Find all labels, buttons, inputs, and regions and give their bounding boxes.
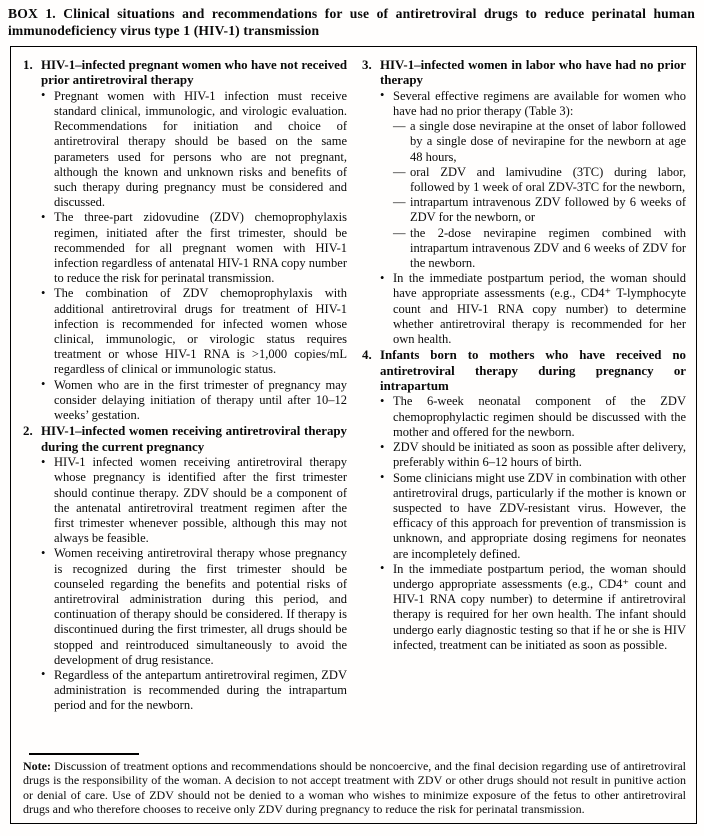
bullet-icon: • xyxy=(380,88,385,103)
bullet-icon: • xyxy=(380,470,385,484)
bullet-icon: • xyxy=(41,88,46,103)
section-number: 4. xyxy=(362,348,372,363)
bullet-item xyxy=(41,210,347,286)
bullet-icon: • xyxy=(380,393,385,408)
bullet-item xyxy=(41,286,347,377)
bullet-icon: • xyxy=(41,454,46,469)
section-4 xyxy=(362,348,686,653)
dash-item xyxy=(393,226,686,272)
box-title: BOX 1. Clinical situations and recommendations for use of antiretroviral drugs to reduce perinatal human immunodeficiency virus type 1 (HIV-1) transmission xyxy=(8,6,695,38)
bullet-item xyxy=(380,562,686,653)
dash-icon: — xyxy=(393,164,406,179)
bullet-list xyxy=(23,89,347,423)
right-column xyxy=(362,58,686,751)
dash-item xyxy=(393,195,686,225)
bullet-item xyxy=(380,471,686,562)
dash-icon: — xyxy=(393,225,406,240)
dash-icon: — xyxy=(393,195,406,210)
bullet-item xyxy=(41,668,347,714)
bullet-item xyxy=(380,394,686,440)
bullet-text: ZDV should be initiated as soon as possible after delivery, preferably within 6–12 hours of birth. xyxy=(393,440,686,470)
recommendations-box xyxy=(10,46,697,824)
footnote-text xyxy=(23,759,686,817)
bullet-text: Several effective regimens are available for women who have had no prior therapy (Table 3): xyxy=(393,88,686,119)
bullet-text: HIV-1 infected women receiving antiretroviral therapy whose pregnancy is identified after the first trimester should continue therapy. ZDV should be a component of the antenatal antiretroviral treatment regimen after the first trimester whenever possible, although this may not always be feasible. xyxy=(54,455,347,546)
footnote-label: Note: xyxy=(23,758,51,773)
section-1 xyxy=(23,58,347,423)
bullet-item xyxy=(41,455,347,546)
dash-text: the 2-dose nevirapine regimen combined with intrapartum intravenous ZDV and 6 weeks of ZDV for the newborn. xyxy=(410,225,686,271)
bullet-item xyxy=(41,378,347,424)
bullet-text: In the immediate postpartum period, the woman should undergo appropriate assessments (e.g., CD4⁺ count and HIV-1 RNA copy number) to determine if antiretroviral therapy is required for her own health. The infant should undergo early diagnostic testing so that if he or she is HIV infected, treatment can be initiated as soon as possible. xyxy=(393,561,686,652)
bullet-icon: • xyxy=(41,377,46,392)
bullet-text: The 6-week neonatal component of the ZDV chemoprophylactic regimen should be discussed with the mother and offered for the newborn. xyxy=(393,394,686,439)
dash-text: a single dose nevirapine at the onset of labor followed by a single dose of nevirapine for the newborn at age 48 hours, xyxy=(410,119,686,164)
bullet-item xyxy=(380,440,686,470)
dash-item xyxy=(393,165,686,195)
footnote-divider xyxy=(29,753,139,755)
bullet-icon: • xyxy=(380,439,385,454)
dash-list xyxy=(393,119,686,271)
bullet-item xyxy=(41,89,347,211)
dash-text: oral ZDV and lamivudine (3TC) during labor, followed by 1 week of oral ZDV-3TC for the newborn, xyxy=(410,164,686,195)
bullet-text: Some clinicians might use ZDV in combination with other antiretroviral drugs, particularly if the mother is known or suspected to have ZDV-resistant virus. However, the efficacy of this approach for prevention of transmission is unknown, and appropriate dosing regimens for neonates are incompletely defined. xyxy=(393,470,686,561)
bullet-list xyxy=(362,89,686,347)
section-heading xyxy=(23,424,347,455)
bullet-item xyxy=(41,546,347,668)
section-number: 1. xyxy=(23,58,33,72)
section-2 xyxy=(23,424,347,713)
section-heading xyxy=(23,58,347,89)
bullet-text: In the immediate postpartum period, the woman should have appropriate assessments (e.g., CD4⁺ T-lymphocyte count and HIV-1 RNA copy number) to determine whether antiretroviral therapy is recommended for her own health. xyxy=(393,271,686,347)
section-number: 3. xyxy=(362,58,372,72)
dash-item xyxy=(393,119,686,165)
bullet-list xyxy=(362,394,686,652)
footnote xyxy=(23,751,686,817)
bullet-item xyxy=(380,271,686,347)
bullet-icon: • xyxy=(41,209,46,224)
section-3 xyxy=(362,58,686,347)
dash-icon: — xyxy=(393,119,406,134)
bullet-icon: • xyxy=(380,561,385,576)
bullet-icon: • xyxy=(41,285,46,300)
two-column-layout xyxy=(23,58,686,751)
bullet-item xyxy=(380,89,686,271)
left-column xyxy=(23,58,347,751)
dash-text: intrapartum intravenous ZDV followed by 6 weeks of ZDV for the newborn, or xyxy=(410,195,686,225)
bullet-text: The combination of ZDV chemoprophylaxis with additional antiretroviral drugs for treatment of HIV-1 infection is recommended for infected women whose clinical, immunologic, or virologic status requires treatment or whose HIV-1 RNA is >1,000 copies/mL regardless of clinical or immunologic status. xyxy=(54,286,347,377)
section-heading-text: HIV-1–infected pregnant women who have not received prior antiretroviral therapy xyxy=(41,58,347,88)
section-heading-text: Infants born to mothers who have received no antiretroviral therapy during pregnancy or intrapartum xyxy=(380,348,686,394)
bullet-text: Regardless of the antepartum antiretroviral regimen, ZDV administration is recommended during the intrapartum period and for the newborn. xyxy=(54,667,347,713)
section-heading xyxy=(362,348,686,394)
bullet-text: The three-part zidovudine (ZDV) chemoprophylaxis regimen, initiated after the first trimester, should be recommended for all pregnant women with HIV-1 infection regardless of antenatal HIV-1 RNA copy number to reduce the risk for perinatal transmission. xyxy=(54,210,347,286)
section-number: 2. xyxy=(23,424,33,439)
section-heading xyxy=(362,58,686,89)
bullet-text: Pregnant women with HIV-1 infection must receive standard clinical, immunologic, and virologic evaluation. Recommendations for initiation and choice of antiretroviral therapy should be based on the same parameters used for persons who are not pregnant, although the known and unknown risks and benefits of such therapy during pregnancy must be considered and discussed. xyxy=(54,88,347,210)
bullet-icon: • xyxy=(41,545,46,560)
section-heading-text: HIV-1–infected women in labor who have had no prior therapy xyxy=(380,58,686,88)
bullet-icon: • xyxy=(380,270,385,285)
bullet-list xyxy=(23,455,347,713)
section-heading-text: HIV-1–infected women receiving antiretroviral therapy during the current pregnancy xyxy=(41,424,347,454)
footnote-body: Discussion of treatment options and recommendations should be noncoercive, and the final decision regarding use of antiretroviral drugs is the responsibility of the woman. A decision to not accept treatment with ZDV or other drugs should not result in punitive action or denial of care. Use of ZDV should not be denied to a woman who wishes to minimize exposure of the fetus to other antiretroviral drugs and who therefore chooses to receive only ZDV during pregnancy to reduce the risk for perinatal transmission. xyxy=(23,758,686,817)
bullet-text: Women receiving antiretroviral therapy whose pregnancy is recognized during the first trimester should be counseled regarding the benefits and potential risks of antiretroviral administration during this period, and continuation of therapy should be considered. If therapy is discontinued during the first trimester, all drugs should be stopped and reintroduced simultaneously to avoid the development of drug resistance. xyxy=(54,546,347,667)
bullet-text: Women who are in the first trimester of pregnancy may consider delaying initiation of therapy until after 10–12 weeks’ gestation. xyxy=(54,377,347,423)
bullet-icon: • xyxy=(41,667,46,682)
